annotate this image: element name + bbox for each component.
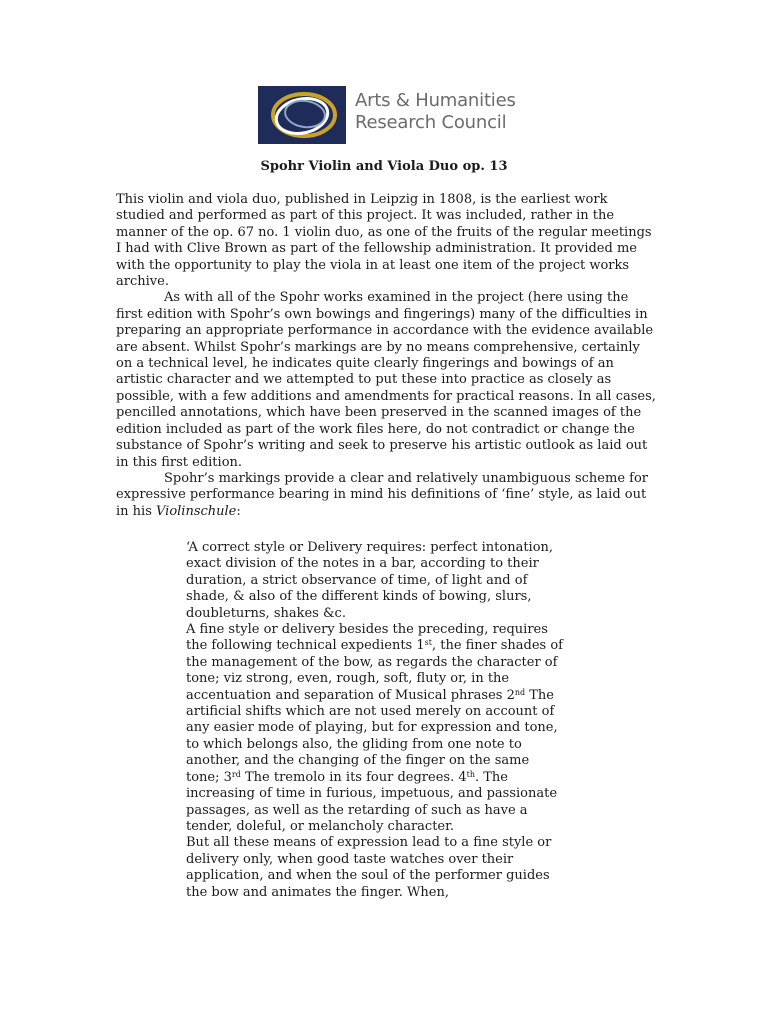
ahrc-emblem-icon	[258, 86, 346, 144]
quote-part-3: But all these means of expression lead to a fine style or delivery only, when good taste watches over their application, and when the soul of the performer guides the bow and animates the finger. When,	[186, 835, 552, 900]
paragraph-3	[116, 471, 656, 520]
superscript-2: nd	[514, 687, 526, 697]
quote-text-b: , the finer shades of the management of the bow, as regards the character of tone; viz strong, even, rough, soft, fluty or, in the accentuation and separation of Musical phrases 2	[186, 638, 563, 703]
body-text	[116, 192, 656, 520]
quote-text-e: . The increasing of time in furious, impetuous, and passionate passages, as well as the retarding of such as have a tender, doleful, or melancholy character.	[186, 769, 558, 834]
superscript-4: th	[466, 769, 475, 779]
ahrc-logo	[258, 86, 518, 148]
block-quote	[186, 540, 566, 901]
quote-text-d: The tremolo in its four degrees. 4	[240, 769, 467, 785]
violinschule-title: Violinschule	[156, 503, 237, 519]
ahrc-logo-text	[355, 90, 516, 134]
document-title: Spohr Violin and Viola Duo op. 13	[260, 159, 508, 174]
logo-line-2: Research Council	[355, 112, 507, 133]
quote-part-1: ‘A correct style or Delivery requires: perfect intonation, exact division of the notes in a bar, according to their duration, a strict observance of time, of light and of shade, & also of the different kinds of bowing, slurs, doubleturns, shakes &c.	[186, 540, 554, 621]
quote-text-c: The artificial shifts which are not used merely on account of any easier mode of playing, but for expression and tone, to which belongs also, the gliding from one note to another, and the changing of the finger on the same tone; 3	[186, 687, 558, 785]
paragraph-3-text: Spohr’s markings provide a clear and relatively unambiguous scheme for expressive performance bearing in mind his definitions of ‘fine’ style, as laid out in his	[116, 470, 648, 519]
superscript-1: st	[424, 638, 432, 648]
superscript-3: rd	[231, 769, 241, 779]
quote-text-a: A fine style or delivery besides the preceding, requires the following technical expedients 1	[186, 622, 548, 654]
logo-line-1: Arts & Humanities	[355, 90, 516, 111]
paragraph-1: This violin and viola duo, published in Leipzig in 1808, is the earliest work studied and performed as part of this project. It was included, rather in the manner of the op. 67 no. 1 violin duo, as one of the fruits of the regular meetings I had with Clive Brown as part of the fellowship administration. It provided me with the opportunity to play the viola in at least one item of the project works archive.	[116, 192, 652, 290]
paragraph-2: As with all of the Spohr works examined in the project (here using the first edition with Spohr’s own bowings and fingerings) many of the difficulties in preparing an appropriate performance in accordance with the evidence available are absent. Whilst Spohr’s markings are by no means comprehensive, certainly on a technical level, he indicates quite clearly fingerings and bowings of an artistic character and we attempted to put these into practice as closely as possible, with a few additions and amendments for practical reasons. In all cases, pencilled annotations, which have been preserved in the scanned images of the edition included as part of the work files here, do not contradict or change the substance of Spohr’s writing and seek to preserve his artistic outlook as laid out in this first edition.	[116, 290, 656, 470]
paragraph-3-end: :	[236, 503, 241, 519]
quote-part-2	[186, 622, 566, 835]
